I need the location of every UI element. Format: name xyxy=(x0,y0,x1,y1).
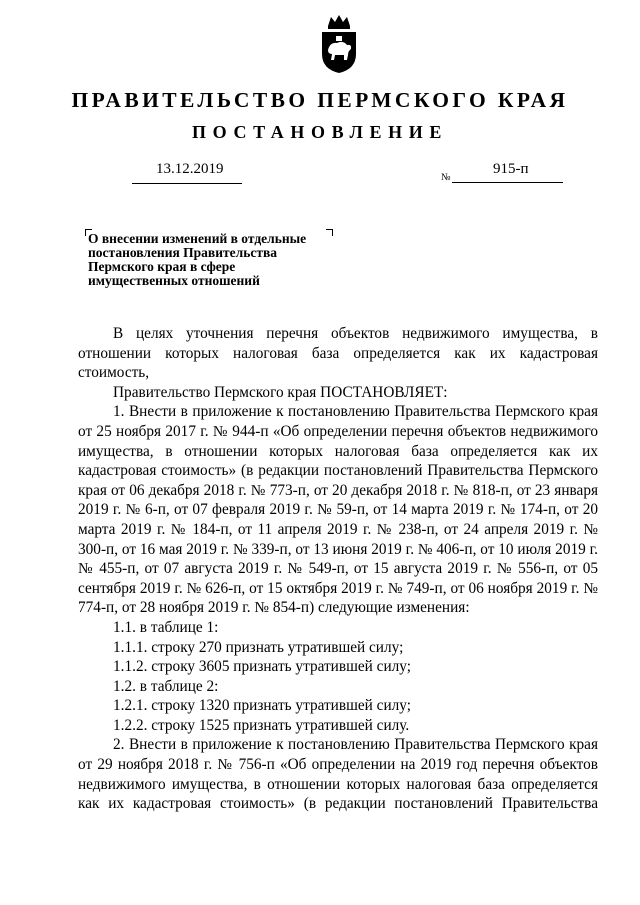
organization-title: ПРАВИТЕЛЬСТВО ПЕРМСКОГО КРАЯ xyxy=(71,88,569,112)
document-number: 915-п xyxy=(493,161,529,177)
coat-of-arms-emblem xyxy=(319,14,359,74)
document-date: 13.12.2019 xyxy=(156,161,224,177)
subject-line: О внесении изменений в отдельные xyxy=(88,231,307,246)
date-underline xyxy=(132,183,242,184)
number-label: № xyxy=(441,172,451,183)
body-paragraph: 1. Внести в приложение к постановлению Правительства Пермского края от 25 ноября 2017 г. № 944-п «Об определении перечня объектов недвижимого имущества, в отношении которых налоговая база определяется как их кадастровая стоимость» (в редакции постановлений Правительства Пермского края от 06 декабря 2018 г. № 773-п, от 20 декабря 2018 г. № 818-п, от 23 января 2019 г. № 6-п, от 07 февраля 2019 г. № 59-п, от 14 марта 2019 г. № 174-п, от 20 марта 2019 г. № 184-п, от 11 апреля 2019 г. № 238-п, от 24 апреля 2019 г. № 300-п, от 16 мая 2019 г. № 339-п, от 13 июня 2019 г. № 406-п, от 10 июля 2019 г. № 455-п, от 07 августа 2019 г. № 549-п, от 15 августа 2019 г. № 556-п, от 05 сентября 2019 г. № 626-п, от 15 октября 2019 г. № 749-п, от 06 ноября 2019 г. № 774-п, от 28 ноября 2019 г. № 854-п) следующие изменения: xyxy=(78,403,598,617)
body-paragraph: 2. Внести в приложение к постановлению Правительства Пермского края от 29 ноября 2018 г. № 756-п «Об определении на 2019 год перечня объектов недвижимого имущества, в отношении которых налоговая база определяется как их кадастровая стоимость» (в редакции постановлений Правительства xyxy=(78,736,598,813)
body-paragraph: В целях уточнения перечня объектов недвижимого имущества, в отношении которых налоговая база определяется как их кадастровая стоимость, xyxy=(78,325,598,382)
body-paragraph: 1.1.2. строку 3605 признать утратившей силу; xyxy=(113,658,411,676)
number-underline xyxy=(452,182,563,183)
body-paragraph: 1.2.2. строку 1525 признать утратившей силу. xyxy=(113,716,410,734)
subject-line: постановления Правительства xyxy=(88,245,277,260)
subject-block xyxy=(88,232,358,288)
subject-line: Пермского края в сфере xyxy=(88,259,236,274)
subject-line: имущественных отношений xyxy=(88,273,260,288)
body-paragraph: 1.2.1. строку 1320 признать утратившей силу; xyxy=(113,697,411,715)
perm-krai-coat-of-arms-icon xyxy=(319,14,359,74)
body-paragraph: 1.1. в таблице 1: xyxy=(113,618,219,636)
body-paragraph: 1.1.1. строку 270 признать утратившей силу; xyxy=(113,638,404,656)
document-type-title: ПОСТАНОВЛЕНИЕ xyxy=(192,122,448,142)
body-paragraph: 1.2. в таблице 2: xyxy=(113,677,219,695)
document-body xyxy=(78,324,598,814)
body-paragraph: Правительство Пермского края ПОСТАНОВЛЯЕТ: xyxy=(113,383,448,401)
